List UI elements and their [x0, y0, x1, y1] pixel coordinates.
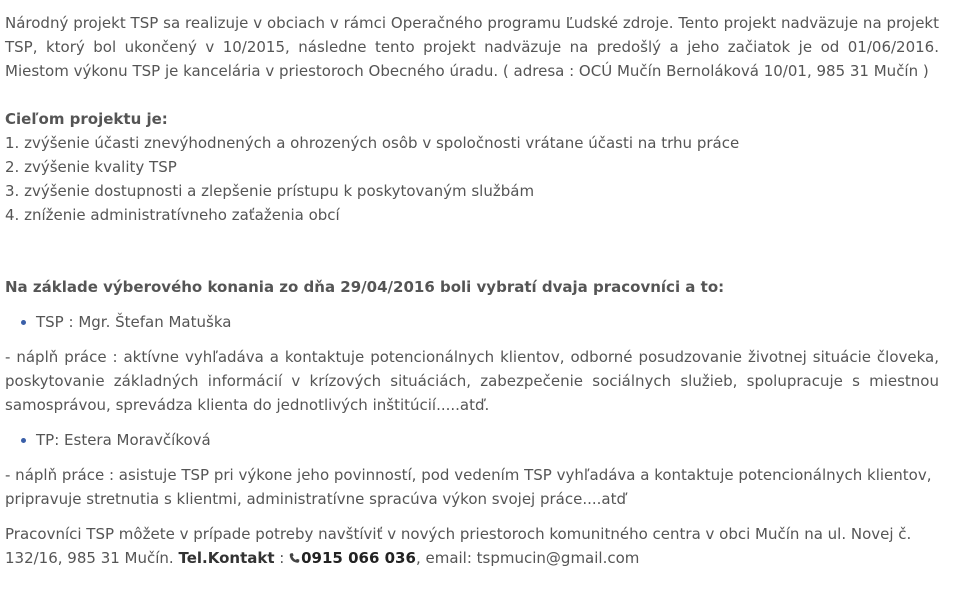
article-content: [5, 11, 939, 570]
worker-duties: - náplň práce : aktívne vyhľadáva a kontaktuje potencionálnych klientov, odborné posudzovanie životnej situácie človeka, poskytovanie základných informácií v krízových situáciách, zabezpečenie sociálnych služieb, spolupracuje s miestnou samosprávou, sprevádza klienta do jednotlivých inštitúcií.....atď.: [5, 348, 939, 414]
worker-name: TP: Estera Moravčíková: [36, 431, 211, 449]
goal-item-2: 2. zvýšenie kvality TSP: [5, 158, 177, 176]
spacer: [5, 452, 939, 463]
tel-separator: :: [274, 549, 290, 567]
tel-label: Tel.Kontakt: [178, 549, 275, 567]
goal-item-1: 1. zvýšenie účasti znevýhodnených a ohrozených osôb v spoločnosti vrátane účasti na trhu práce: [5, 134, 740, 152]
contact-text: Pracovníci TSP môžete v prípade potreby navštíviť v nových priestoroch komunitného centra v obci Mučín na ul. Novej č. 132/16, 985 31 Mučín.: [5, 525, 912, 567]
worker-list-item: [5, 310, 939, 334]
bullet-icon: [21, 438, 26, 443]
spacer: [5, 83, 939, 107]
bullet-icon: [21, 320, 26, 325]
worker-list-item: [5, 428, 939, 452]
spacer: [5, 417, 939, 428]
goal-item-3: 3. zvýšenie dostupnosti a zlepšenie prístupu k poskytovaným službám: [5, 182, 535, 200]
worker-list: [5, 428, 939, 452]
selection-heading: Na základe výberového konania zo dňa 29/04/2016 boli vybratí dvaja pracovníci a to:: [5, 278, 725, 296]
spacer: [5, 227, 939, 275]
goals-heading: Cieľom projektu je:: [5, 110, 168, 128]
intro-paragraph: Národný projekt TSP sa realizuje v obciach v rámci Operačného programu Ľudské zdroje. Tento projekt nadväzuje na projekt TSP, ktorý bol ukončený v 10/2015, následne tento projekt nadväzuje na predošlý a jeho začiatok je od 01/06/2016. Miestom výkonu TSP je kancelária v priestoroch Obecného úradu. ( adresa : OCÚ Mučín Bernoláková 10/01, 985 31 Mučín ): [5, 14, 939, 80]
spacer: [5, 334, 939, 345]
contact-paragraph: [5, 522, 939, 570]
email-text: , email: tspmucin@gmail.com: [415, 549, 640, 567]
phone-number[interactable]: 0915 066 036: [301, 549, 416, 567]
spacer: [5, 299, 939, 310]
goal-item-4: 4. zníženie administratívneho zaťaženia obcí: [5, 206, 340, 224]
worker-duties: - náplň práce : asistuje TSP pri výkone jeho povinností, pod vedením TSP vyhľadáva a kontaktuje potencionálnych klientov, pripravuje stretnutia s klientmi, administratívne spracúva výkon svojej práce....atď: [5, 466, 932, 508]
worker-name: TSP : Mgr. Štefan Matuška: [36, 313, 232, 331]
worker-list: [5, 310, 939, 334]
spacer: [5, 511, 939, 522]
phone-icon: [289, 552, 300, 564]
